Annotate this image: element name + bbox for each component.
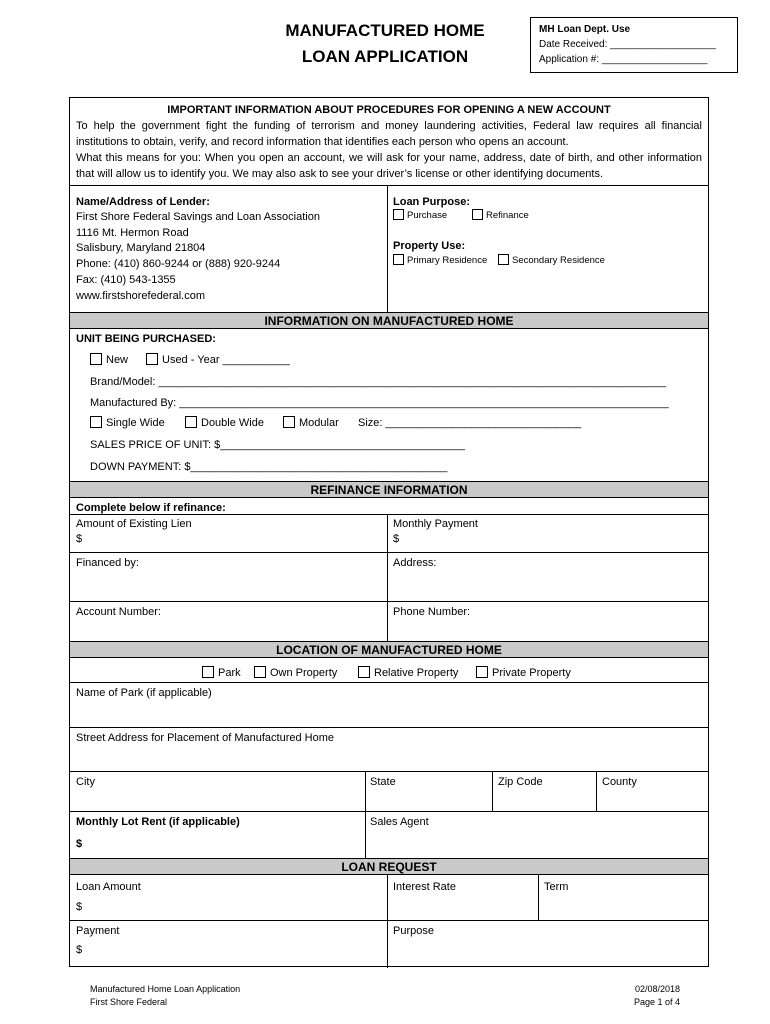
sales-price-field[interactable]: SALES PRICE OF UNIT: $________________________________________	[90, 439, 465, 451]
park-name-field[interactable]: Name of Park (if applicable)	[76, 687, 212, 699]
lender-city-state: Salisbury, Maryland 21804	[76, 242, 206, 255]
important-info-heading: IMPORTANT INFORMATION ABOUT PROCEDURES FOR OPENING A NEW ACCOUNT	[167, 104, 611, 116]
payment-field[interactable]: $	[76, 944, 83, 956]
lender-street: 1116 Mt. Hermon Road	[76, 226, 189, 239]
dept-use-title: MH Loan Dept. Use	[539, 24, 631, 35]
brand-model-field[interactable]: Brand/Model: ___________________________________________________________________________________	[90, 376, 667, 388]
purpose-field[interactable]: Purpose	[393, 925, 434, 937]
lender-label: Name/Address of Lender:	[76, 196, 210, 208]
loan-purpose-label: Loan Purpose:	[393, 196, 471, 208]
used-checkbox[interactable]	[146, 353, 158, 365]
down-payment-field[interactable]: DOWN PAYMENT: $__________________________________________	[90, 461, 448, 473]
footer-right	[634, 983, 680, 1009]
lot-rent-field[interactable]: $	[76, 838, 83, 850]
loan-amount-label: Loan Amount	[76, 881, 141, 893]
location-own-property-option[interactable]: Own Property	[254, 666, 337, 680]
date-received-field[interactable]: Date Received: ___________________	[539, 39, 716, 50]
monthly-payment-label: Monthly Payment	[393, 518, 478, 530]
payment-label: Payment	[76, 925, 120, 937]
refinance-address-field[interactable]: Address:	[393, 557, 437, 569]
important-info-para2: What this means for you: When you open an account, we will ask for your name, address, date of birth, and other information that will allow us to identify you. We may also ask to see your driver’s license or other identifying documents.	[76, 152, 702, 180]
application-number-field[interactable]: Application #: ___________________	[539, 54, 708, 65]
own-property-checkbox[interactable]	[254, 666, 266, 678]
county-field[interactable]: County	[602, 776, 637, 788]
modular-checkbox[interactable]	[283, 416, 295, 428]
monthly-payment-field[interactable]: $	[393, 533, 400, 545]
property-use-secondary[interactable]: Secondary Residence	[498, 254, 605, 268]
loan-amount-field[interactable]: $	[76, 901, 83, 913]
new-checkbox[interactable]	[90, 353, 102, 365]
loan-purpose-purchase[interactable]: Purchase	[393, 209, 447, 223]
term-field[interactable]: Term	[544, 881, 569, 893]
single-wide-checkbox[interactable]	[90, 416, 102, 428]
lender-fax: Fax: (410) 543-1355	[76, 273, 176, 286]
unit-being-purchased-label: UNIT BEING PURCHASED:	[76, 333, 216, 345]
interest-rate-field[interactable]: Interest Rate	[393, 881, 456, 893]
footer-institution: First Shore Federal	[90, 997, 168, 1007]
account-number-field[interactable]: Account Number:	[76, 606, 161, 618]
secondary-residence-checkbox[interactable]	[498, 254, 509, 265]
primary-residence-checkbox[interactable]	[393, 254, 404, 265]
single-wide-option[interactable]: Single Wide	[90, 416, 165, 430]
form-title-line2: LOAN APPLICATION	[301, 47, 469, 66]
lender-website: www.firstshorefederal.com	[76, 289, 205, 302]
property-use-primary[interactable]: Primary Residence	[393, 254, 487, 268]
loan-request-heading: LOAN REQUEST	[70, 858, 708, 875]
phone-number-field[interactable]: Phone Number:	[393, 606, 471, 618]
lender-address-block	[76, 210, 320, 304]
park-checkbox[interactable]	[202, 666, 214, 678]
dept-use-box	[530, 17, 738, 73]
lender-name: First Shore Federal Savings and Loan Association	[76, 211, 320, 223]
home-info-heading: INFORMATION ON MANUFACTURED HOME	[70, 312, 708, 329]
location-park-option[interactable]: Park	[202, 666, 241, 680]
modular-option[interactable]: Modular	[283, 416, 339, 430]
size-field[interactable]: Size: ________________________________	[358, 417, 582, 429]
double-wide-checkbox[interactable]	[185, 416, 197, 428]
double-wide-option[interactable]: Double Wide	[185, 416, 264, 430]
lot-rent-label: Monthly Lot Rent (if applicable)	[76, 816, 240, 828]
private-property-checkbox[interactable]	[476, 666, 488, 678]
complete-below-label: Complete below if refinance:	[76, 502, 226, 514]
existing-lien-label: Amount of Existing Lien	[76, 518, 192, 530]
street-address-field[interactable]: Street Address for Placement of Manufactured Home	[76, 732, 335, 744]
footer-date: 02/08/2018	[634, 984, 680, 994]
location-heading: LOCATION OF MANUFACTURED HOME	[70, 641, 708, 658]
unit-new-option[interactable]: New	[90, 353, 128, 367]
city-field[interactable]: City	[76, 776, 95, 788]
lender-phone: Phone: (410) 860-9244 or (888) 920-9244	[76, 258, 281, 271]
loan-purpose-refinance[interactable]: Refinance	[472, 209, 529, 223]
zip-code-field[interactable]: Zip Code	[498, 776, 543, 788]
important-info-para1: To help the government fight the funding of terrorism and money laundering activities, Federal law requires all financial institutions to obtain, verify, and record information that identifies each person who opens an account.	[76, 120, 702, 148]
application-form	[69, 97, 709, 967]
property-use-label: Property Use:	[393, 240, 466, 252]
relative-property-checkbox[interactable]	[358, 666, 370, 678]
footer-page-number: Page 1 of 4	[633, 997, 680, 1007]
sales-agent-field[interactable]: Sales Agent	[370, 816, 429, 828]
state-field[interactable]: State	[370, 776, 396, 788]
footer-document-name: Manufactured Home Loan Application	[90, 984, 241, 994]
existing-lien-field[interactable]: $	[76, 533, 83, 545]
financed-by-field[interactable]: Financed by:	[76, 557, 139, 569]
footer-left	[90, 983, 240, 1009]
purchase-checkbox[interactable]	[393, 209, 404, 220]
location-private-property-option[interactable]: Private Property	[476, 666, 571, 680]
refinance-checkbox[interactable]	[472, 209, 483, 220]
manufactured-by-field[interactable]: Manufactured By: ________________________________________________________________________________	[90, 397, 669, 409]
form-title-line1: MANUFACTURED HOME	[285, 21, 485, 40]
unit-used-option[interactable]: Used - Year ___________	[146, 353, 290, 367]
refinance-heading: REFINANCE INFORMATION	[70, 481, 708, 498]
location-relative-property-option[interactable]: Relative Property	[358, 666, 458, 680]
important-info-section	[76, 102, 702, 182]
